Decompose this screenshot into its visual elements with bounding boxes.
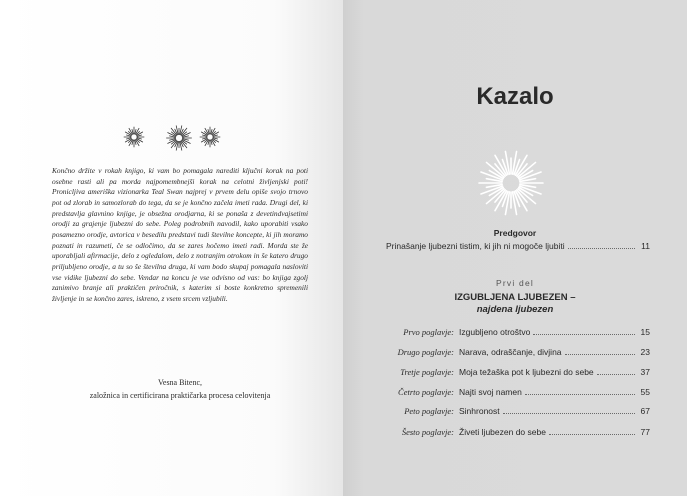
toc-page-number: 15: [640, 327, 650, 337]
toc-entry-chapter-6[interactable]: [459, 427, 650, 437]
toc-page-number: 55: [640, 387, 650, 397]
dot-leader: [525, 388, 635, 395]
part-subtitle: najdena ljubezen: [476, 304, 554, 315]
toc-page-number: 67: [640, 406, 650, 416]
chapter-label: Peto poglavje:: [404, 406, 454, 416]
toc-entry-title: Najti svoj namen: [459, 387, 522, 397]
signature-role: založnica in certificirana praktičarka procesa celovitenja: [89, 391, 271, 400]
dot-leader: [549, 428, 635, 435]
dot-leader: [565, 348, 635, 355]
toc-entry-title: Moja težaška pot k ljubezni do sebe: [459, 367, 594, 377]
chapter-label: Tretje poglavje:: [400, 367, 454, 377]
toc-entry-chapter-3[interactable]: [459, 367, 650, 377]
toc-entry-chapter-5[interactable]: [459, 406, 650, 416]
chapter-label: Prvo poglavje:: [403, 327, 454, 337]
sunburst-icon: [198, 125, 222, 149]
dot-leader: [533, 328, 635, 335]
toc-page-number: 23: [640, 347, 650, 357]
toc-entry-title: Živeti ljubezen do sebe: [459, 427, 546, 437]
intro-paragraph: Končno držite v rokah knjigo, ki vam bo pomagala narediti ključni korak na poti osebne rasti ali pa morda najpomembnejši korak na celotni življenjski poti! Pronicljiva ameriška vizionarka Teal Swan najprej v prvem delu opiše svojo trnovo pot od zlorab in samozlorab do tega, da se je končno začela imeti rada. Drugi del, ki predstavlja glavnino knjige, je obsežna orodjarna, ki se ponaša z devetindvajsetimi orodji za grajenje ljubezni do sebe. Poleg podrobnih navodil, kako uporabiti vsako posamezno orodje, avtorica v besedilu predstavi tudi številne koncepte, ki jih moramo poznati in razumeti, če se odločimo, da se zares hočemo imeti radi. Morda ste že uporabljali afirmacije, delo z ogledalom, delo z notranjim otrokom in še katero drugo priljubljeno orodje, a tu so še številna druga, ki vam bodo skupaj pomagala nasloviti vse vidike ljubezni do sebe. Vendar na koncu je vse odvisno od vas: bo knjiga zgolj zanimivo branje ali praktičen priročnik, s katerim si boste konkretno spremenili življenje in se končno zares, iskreno, z vsem srcem vzljubili.: [52, 166, 308, 303]
toc-entry-chapter-4[interactable]: [459, 387, 650, 397]
part-label: Prvi del: [496, 278, 534, 288]
toc-entry-title: Prinašanje ljubezni tistim, ki jih ni mogoče ljubiti: [386, 241, 565, 251]
dot-leader: [568, 242, 635, 249]
toc-entry-foreword[interactable]: [386, 241, 650, 251]
toc-entry-chapter-1[interactable]: [459, 327, 650, 337]
toc-page-number: 37: [640, 367, 650, 377]
intro-text: [52, 166, 308, 305]
page-title: Kazalo: [476, 83, 554, 110]
dot-leader: [597, 368, 635, 375]
foreword-heading: Predgovor: [493, 228, 537, 238]
toc-page-number: 77: [640, 427, 650, 437]
signature-name: Vesna Bitenc,: [158, 378, 202, 387]
sunburst-icon: [165, 124, 193, 152]
toc-page-number: 11: [641, 241, 650, 251]
toc-entry-title: Sinhronost: [459, 406, 500, 416]
dot-leader: [503, 407, 635, 414]
chapter-label: Četrto poglavje:: [398, 387, 454, 397]
part-title: IZGUBLJENA LJUBEZEN –: [454, 292, 576, 303]
sunburst-icon: [476, 148, 546, 218]
toc-entry-chapter-2[interactable]: [459, 347, 650, 357]
ornament-group: [122, 125, 222, 153]
chapter-label: Drugo poglavje:: [397, 347, 454, 357]
toc-entry-title: Izgubljeno otroštvo: [459, 327, 531, 337]
chapter-label: Šesto poglavje:: [401, 427, 454, 437]
sunburst-icon: [122, 125, 146, 149]
toc-entry-title: Narava, odraščanje, divjina: [459, 347, 562, 357]
